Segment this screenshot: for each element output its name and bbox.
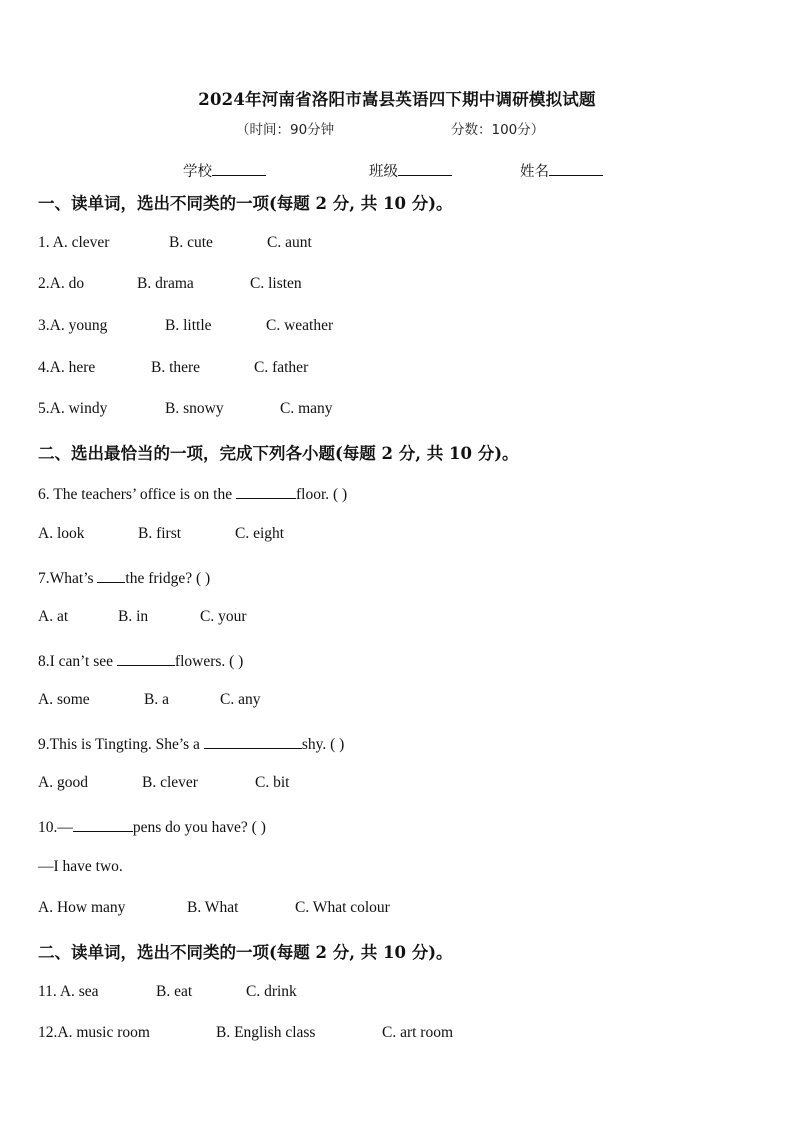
option-a[interactable]: A. at: [38, 608, 69, 625]
question-stem-end: flowers. ( ): [174, 653, 244, 670]
option-a[interactable]: A. windy: [49, 400, 108, 417]
option-c[interactable]: C. What colour: [295, 899, 390, 916]
option-a[interactable]: A. look: [38, 525, 85, 542]
option-a[interactable]: A. clever: [52, 234, 110, 251]
question-stem-end: shy. ( ): [301, 736, 345, 753]
question-9: [38, 733, 344, 754]
option-c[interactable]: C. listen: [250, 275, 302, 292]
question-number: 3.: [38, 317, 50, 334]
class-field: [369, 160, 452, 181]
school-blank[interactable]: [212, 161, 266, 176]
question-number: 12.: [38, 1024, 58, 1041]
option-a[interactable]: A. here: [49, 359, 96, 376]
option-b[interactable]: B. a: [144, 691, 169, 708]
question-7-options: [38, 608, 247, 626]
option-c[interactable]: C. father: [254, 359, 309, 376]
school-field: [183, 160, 266, 181]
question-9-options: [38, 774, 290, 792]
option-a[interactable]: A. sea: [59, 983, 99, 1000]
option-c[interactable]: C. art room: [382, 1024, 454, 1041]
answer-blank[interactable]: [97, 567, 125, 583]
option-b[interactable]: B. cute: [169, 234, 213, 251]
option-b[interactable]: B. first: [138, 525, 182, 542]
question-stem-end: pens do you have? ( ): [132, 819, 266, 836]
answer-blank[interactable]: [236, 483, 296, 499]
section-heading: 二、读单词，选出不同类的一项(每题 2 分, 共 10 分)。: [38, 943, 453, 962]
option-a[interactable]: A. good: [38, 774, 88, 791]
question-10-reply: —I have two.: [38, 858, 123, 875]
question-3: [38, 317, 334, 335]
question-6: [38, 483, 347, 504]
question-number: 5.: [38, 400, 50, 417]
question-1: [38, 234, 312, 252]
option-a[interactable]: A. do: [49, 275, 85, 292]
option-c[interactable]: C. your: [200, 608, 247, 625]
name-blank[interactable]: [549, 161, 603, 176]
question-8-options: [38, 691, 261, 709]
question-4: [38, 359, 309, 377]
question-stem: 8.I can’t see: [38, 653, 117, 670]
option-b[interactable]: B. snowy: [165, 400, 224, 417]
section-heading: 二、选出最恰当的一项，完成下列各小题(每题 2 分, 共 10 分)。: [38, 444, 519, 463]
option-a[interactable]: A. young: [49, 317, 108, 334]
section-heading: 一、读单词，选出不同类的一项(每题 2 分, 共 10 分)。: [38, 194, 453, 213]
exam-title: 2024年河南省洛阳市嵩县英语四下期中调研模拟试题: [198, 90, 596, 109]
option-b[interactable]: B. English class: [216, 1024, 316, 1041]
option-b[interactable]: B. drama: [137, 275, 194, 292]
time-label: （时间：90分钟: [236, 122, 335, 138]
option-a[interactable]: A. How many: [38, 899, 126, 916]
question-stem: 9.This is Tingting. She’s a: [38, 736, 204, 753]
question-2: [38, 275, 302, 293]
option-b[interactable]: B. eat: [156, 983, 193, 1000]
option-a[interactable]: A. some: [38, 691, 90, 708]
option-b[interactable]: B. in: [118, 608, 149, 625]
question-stem: 7.What’s: [38, 570, 98, 587]
option-c[interactable]: C. eight: [235, 525, 285, 542]
exam-meta: [236, 118, 545, 138]
question-number: 11.: [38, 983, 60, 1000]
option-c[interactable]: C. any: [220, 691, 261, 708]
question-8: [38, 650, 243, 671]
question-5: [38, 400, 333, 418]
question-10-options: [38, 899, 390, 917]
option-a[interactable]: A. music room: [57, 1024, 150, 1041]
question-12: [38, 1024, 454, 1042]
answer-blank[interactable]: [117, 650, 175, 666]
option-b[interactable]: B. clever: [142, 774, 198, 791]
question-number: 1.: [38, 234, 53, 251]
school-label: 学校: [183, 164, 212, 180]
question-stem: 10.—: [38, 819, 73, 836]
question-7: [38, 567, 210, 588]
name-label: 姓名: [520, 164, 549, 180]
class-blank[interactable]: [398, 161, 452, 176]
answer-blank[interactable]: [204, 733, 302, 749]
question-number: 4.: [38, 359, 50, 376]
name-field: [520, 160, 603, 181]
question-10: [38, 816, 266, 837]
question-6-options: [38, 525, 285, 543]
option-c[interactable]: C. weather: [266, 317, 334, 334]
option-b[interactable]: B. What: [187, 899, 239, 916]
question-stem-end: floor. ( ): [295, 486, 348, 503]
answer-blank[interactable]: [73, 816, 133, 832]
question-stem: 6. The teachers’ office is on the: [38, 486, 236, 503]
question-11: [38, 983, 297, 1001]
question-number: 2.: [38, 275, 50, 292]
class-label: 班级: [369, 164, 398, 180]
option-c[interactable]: C. aunt: [267, 234, 312, 251]
option-b[interactable]: B. there: [151, 359, 201, 376]
option-c[interactable]: C. many: [280, 400, 333, 417]
question-stem-end: the fridge? ( ): [125, 570, 211, 587]
option-c[interactable]: C. drink: [246, 983, 297, 1000]
option-b[interactable]: B. little: [165, 317, 212, 334]
score-label: 分数：100分）: [451, 122, 545, 138]
option-c[interactable]: C. bit: [255, 774, 290, 791]
